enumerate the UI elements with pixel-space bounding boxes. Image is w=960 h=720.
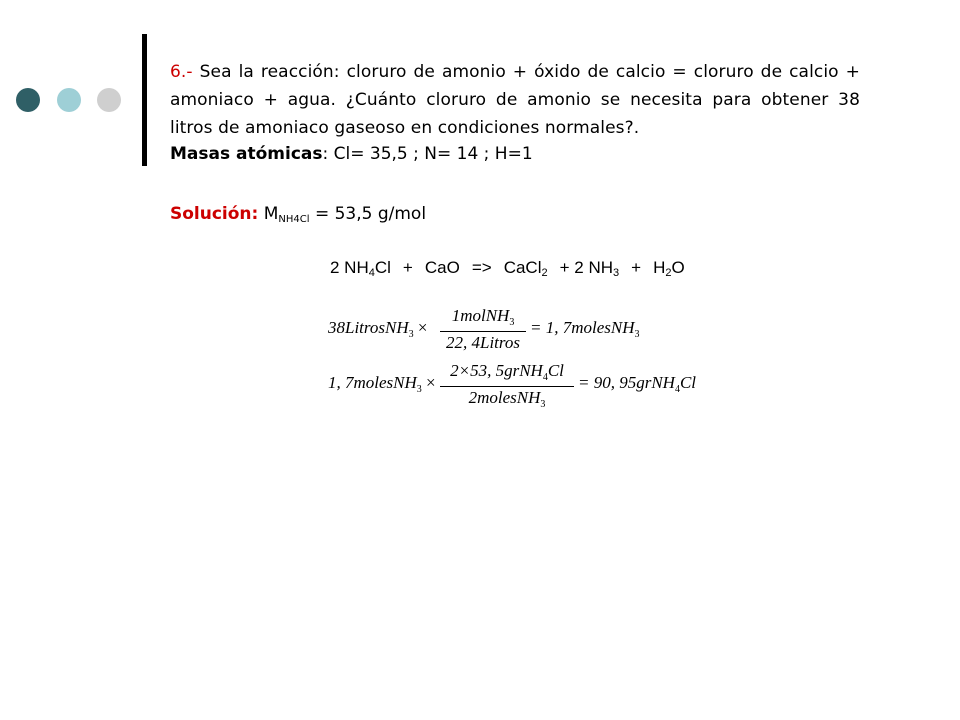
molar-mass-subscript: NH4Cl: [278, 214, 310, 225]
decor-dot-gray: [97, 88, 121, 112]
decor-vertical-bar: [142, 34, 147, 166]
molar-mass-value: = 53,5 g/mol: [309, 204, 427, 224]
decor-dot-light: [57, 88, 81, 112]
plus-sign: +: [631, 258, 642, 277]
decor-dot-dark: [16, 88, 40, 112]
calc2-fraction-line: [440, 386, 574, 387]
calc1-numerator: 1molNH$_3$: [451, 306, 515, 328]
problem-statement: [170, 58, 860, 142]
calc1-left: 38LitrosNH$_3$ ×: [328, 318, 428, 340]
calc1-denominator: 22, 4Litros: [445, 333, 520, 352]
atomic-masses-values: : Cl= 35,5 ; N= 14 ; H=1: [322, 144, 533, 164]
reactant-nh4cl: 2 $NH_4Cl$: [330, 258, 391, 279]
problem-number: 6.-: [170, 62, 193, 82]
calc2-denominator: 2molesNH$_3$: [468, 388, 546, 410]
solution-line: [170, 200, 426, 234]
plus-sign: +: [402, 258, 413, 277]
atomic-masses-line: [170, 140, 533, 168]
calc2-left: 1, 7molesNH$_3$ ×: [328, 373, 436, 395]
calc2-result: = 90, 95grNH$_4$Cl: [578, 373, 697, 395]
reactant-cao: CaO: [424, 258, 460, 277]
calc2-numerator: 2×53, 5grNH$_4$Cl: [450, 361, 564, 383]
reaction-equation: [330, 254, 685, 287]
product-cacl2: CaCl$_2$: [503, 258, 548, 279]
solution-label: Solución:: [170, 204, 259, 224]
product-h2o: $H_2O$: [653, 258, 685, 279]
atomic-masses-label: Masas atómicas: [170, 144, 323, 164]
problem-text: Sea la reacción: cloruro de amonio + óxido de calcio = cloruro de calcio + amoniaco + agua. ¿Cuánto cloruro de amonio se necesita para obtener 38 litros de amoniaco gaseoso en condiciones normales?.: [170, 62, 860, 138]
reaction-arrow: =>: [471, 258, 492, 277]
calc1-result: = 1, 7molesNH$_3$: [530, 318, 640, 340]
calc1-fraction-line: [440, 331, 526, 332]
product-nh3: + 2 $NH_3$: [559, 258, 620, 279]
molar-mass-symbol: M: [258, 204, 279, 224]
